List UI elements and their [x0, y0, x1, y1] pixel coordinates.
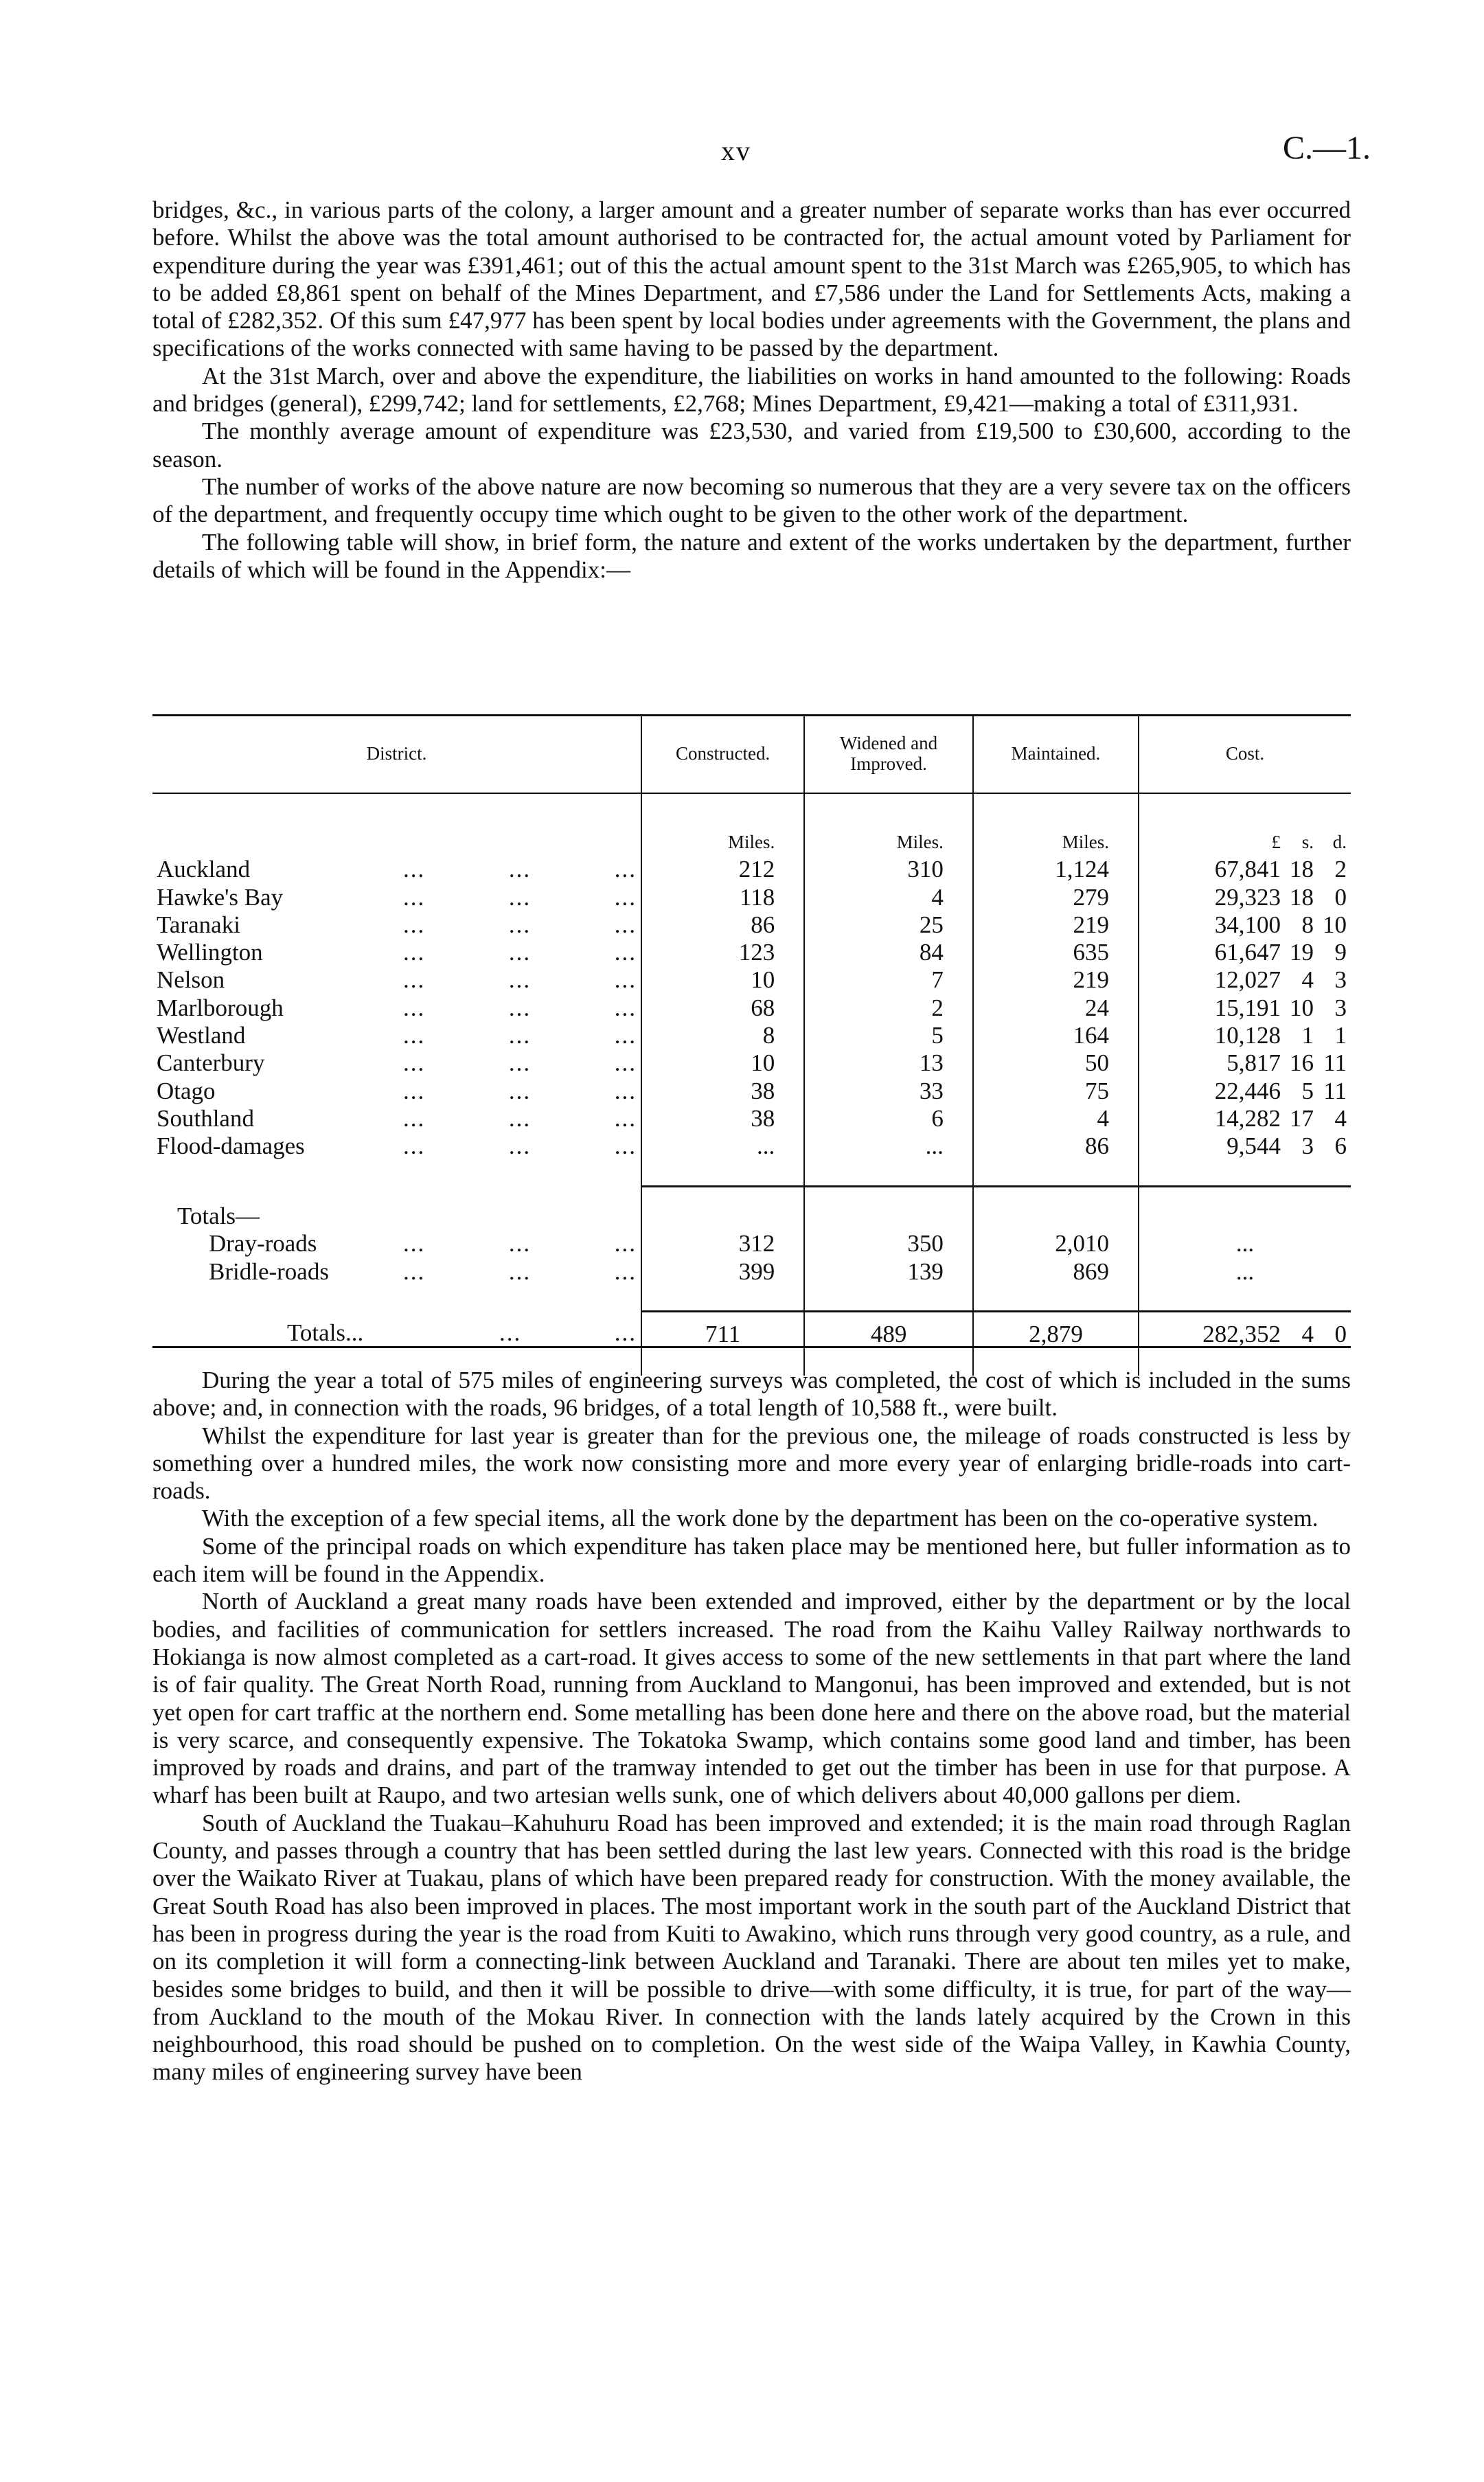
miles-cell: 75 — [973, 1078, 1139, 1105]
miles-cell: 279 — [973, 884, 1139, 911]
miles-cell: 84 — [804, 939, 973, 966]
district-name-wrap — [157, 856, 637, 883]
district-name: Southland — [157, 1104, 254, 1132]
cost-cell — [1139, 884, 1351, 911]
district-name-wrap — [157, 1132, 637, 1160]
unit-pound: £ — [1271, 832, 1281, 852]
leader-dot: ... — [614, 1077, 637, 1104]
leader-dot: ... — [508, 1104, 532, 1132]
miles-cell: 38 — [641, 1105, 804, 1132]
leader-dot: ... — [403, 939, 426, 966]
miles-cell: 4 — [973, 1105, 1139, 1132]
table-row — [152, 1078, 1351, 1105]
table-row — [152, 939, 1351, 966]
leader-dot: ... — [614, 1230, 637, 1257]
sep-cell — [804, 1161, 973, 1187]
district-name-wrap — [157, 1258, 637, 1286]
body-text-bottom — [152, 1367, 1351, 2086]
miles-cell: 164 — [973, 1022, 1139, 1049]
miles-cell: 10 — [641, 966, 804, 994]
district-name: Totals... — [287, 1319, 364, 1347]
leader-dot: ... — [403, 1257, 426, 1285]
sep-cell — [641, 1286, 804, 1312]
header-district: District. — [152, 714, 641, 793]
leader-dots — [403, 1132, 637, 1160]
cost-cell — [1139, 1132, 1351, 1160]
cost-cell — [1139, 1078, 1351, 1105]
cost-pounds: 5,817 — [1226, 1049, 1281, 1077]
leader-dot: ... — [614, 1022, 637, 1049]
leader-dot: ... — [614, 1132, 637, 1160]
leader-dot: ... — [614, 1257, 637, 1285]
leader-dots — [403, 966, 637, 994]
units-row — [152, 793, 1351, 856]
table-row — [152, 1132, 1351, 1160]
leader-dot: ... — [614, 856, 637, 883]
leader-dot: ... — [403, 1230, 426, 1257]
district-cell — [152, 1132, 641, 1160]
totals-label-row — [152, 1186, 1351, 1230]
district-cell — [152, 1230, 641, 1257]
district-name: Wellington — [157, 939, 263, 966]
cost-cell: ... — [1139, 1230, 1351, 1257]
sep-cell — [1139, 1286, 1351, 1312]
cost-value — [1143, 1132, 1347, 1160]
miles-cell: 219 — [973, 966, 1139, 994]
district-name-wrap — [157, 939, 637, 966]
miles-cell: 2,010 — [973, 1230, 1139, 1257]
sep-cell — [1139, 1161, 1351, 1187]
separator-row — [152, 1286, 1351, 1312]
cost-pence: 11 — [1323, 1077, 1347, 1104]
table-row — [152, 994, 1351, 1022]
cost-pence: 3 — [1334, 966, 1347, 994]
cost-shillings: 3 — [1301, 1132, 1314, 1160]
cost-pence: 0 — [1334, 1320, 1347, 1347]
page-header — [0, 130, 1484, 176]
cost-cell — [1139, 911, 1351, 939]
leader-dots — [403, 1049, 637, 1077]
totals-label: Totals— — [177, 1203, 260, 1230]
table-header-row — [152, 714, 1351, 793]
blank-cell — [641, 1186, 804, 1230]
leader-dots — [403, 884, 637, 911]
separator-row — [152, 1161, 1351, 1187]
district-name-wrap — [157, 884, 637, 911]
table-row — [152, 911, 1351, 939]
district-name: Auckland — [157, 856, 251, 883]
units-blank — [152, 793, 641, 856]
leader-dot: ... — [508, 1077, 532, 1104]
cost-pence: 9 — [1334, 939, 1347, 966]
table-row — [152, 884, 1351, 911]
cost-cell — [1139, 1049, 1351, 1077]
district-name: Westland — [157, 1022, 246, 1049]
cost-pence: 10 — [1323, 911, 1347, 938]
paragraph: North of Auckland a great many roads have been extended and improved, either by the department or by the local bodies, and facilities of communication for settlers increased. The road from the Kaihu Valley Railway northwards to Hokianga is now almost completed as a cart-road. It gives access to some of the new settlements in that part where the land is of fair quality. The Great North Road, running from Auckland to Mangonui, has been improved and extended, but is not yet open for cart traffic at the northern end. Some metalling has been done here and there on the above road, but the material is very scarce, and consequently expensive. The Tokatoka Swamp, which contains some good land and timber, has been improved by roads and drains, and part of the tramway intended to get out the timber has been in use for that purpose. A wharf has been built at Raupo, and two artesian wells sunk, one of which delivers about 40,000 gallons per diem. — [152, 1588, 1351, 1809]
miles-cell: 33 — [804, 1078, 973, 1105]
district-name-wrap — [157, 1319, 637, 1347]
sep-cell — [973, 1161, 1139, 1187]
leader-dots — [403, 1258, 637, 1286]
leader-dot: ... — [614, 911, 637, 938]
table-row — [152, 1022, 1351, 1049]
grand-total-row — [152, 1311, 1351, 1376]
cost-shillings: 4 — [1301, 966, 1314, 994]
miles-cell: 86 — [973, 1132, 1139, 1160]
miles-cell: 6 — [804, 1105, 973, 1132]
district-cell — [152, 1078, 641, 1105]
district-cell — [152, 1049, 641, 1077]
leader-dot: ... — [508, 1230, 532, 1257]
header-cost: Cost. — [1139, 714, 1351, 793]
table-row — [152, 856, 1351, 883]
paragraph: bridges, &c., in various parts of the colony, a larger amount and a greater number of separate works than has ever occurred before. Whilst the above was the total amount authorised to be contracted for, the actual amount voted by Parliament for expenditure during the year was £391,461; out of this the actual amount spent to the 31st March was £265,905, to which has to be added £8,861 spent on behalf of the Mines Department, and £7,586 under the Land for Settlements Acts, making a total of £282,352. Of this sum £47,977 has been spent by local bodies under agreements with the Government, the plans and specifications of the works connected with same having to be passed by the department. — [152, 196, 1351, 362]
district-name: Marlborough — [157, 994, 284, 1021]
miles-cell: 869 — [973, 1258, 1139, 1286]
leader-dot: ... — [508, 1257, 532, 1285]
leader-dot: ... — [508, 939, 532, 966]
district-cell — [152, 911, 641, 939]
total-miles-cell: 711 — [641, 1311, 804, 1376]
cost-value — [1143, 1022, 1347, 1049]
leader-dots — [499, 1319, 637, 1347]
miles-cell: 86 — [641, 911, 804, 939]
cost-shillings: 18 — [1290, 883, 1314, 911]
sep-cell — [641, 1161, 804, 1187]
leader-dot: ... — [403, 966, 426, 994]
header-maintained: Maintained. — [973, 714, 1139, 793]
leader-dot: ... — [403, 1132, 426, 1160]
leader-dots — [403, 939, 637, 966]
cost-value — [1143, 966, 1347, 994]
leader-dots — [403, 994, 637, 1022]
district-name: Canterbury — [157, 1049, 265, 1077]
paragraph: With the exception of a few special items, all the work done by the department has been on the co-operative system. — [202, 1505, 1319, 1532]
leader-dot: ... — [499, 1319, 522, 1347]
leader-dot: ... — [508, 966, 532, 994]
district-name: Hawke's Bay — [157, 883, 284, 911]
cost-cell: ... — [1139, 1258, 1351, 1286]
leader-dots — [403, 856, 637, 883]
paragraph: The monthly average amount of expenditure was £23,530, and varied from £19,500 to £30,600, according to the season. — [152, 418, 1351, 473]
leader-dot: ... — [508, 1132, 532, 1160]
cost-cell — [1139, 1022, 1351, 1049]
leader-dot: ... — [508, 1049, 532, 1077]
leader-dot: ... — [614, 883, 637, 911]
district-name: Dray-roads — [209, 1230, 317, 1257]
district-name: Taranaki — [157, 911, 240, 938]
subtotal-row — [152, 1258, 1351, 1286]
units-miles: Miles. — [973, 793, 1139, 856]
district-name: Nelson — [157, 966, 225, 994]
paragraph: Some of the principal roads on which expenditure has taken place may be mentioned here, but fuller information as to each item will be found in the Appendix. — [152, 1532, 1351, 1588]
district-cell — [152, 1105, 641, 1132]
cost-shillings: 8 — [1301, 911, 1314, 938]
blank-cell — [1139, 1186, 1351, 1230]
miles-cell: 25 — [804, 911, 973, 939]
leader-dot: ... — [508, 911, 532, 938]
miles-cell: 5 — [804, 1022, 973, 1049]
unit-shilling: s. — [1301, 832, 1314, 852]
district-name-wrap — [157, 1049, 637, 1077]
district-name-wrap — [157, 1078, 637, 1105]
unit-pence: d. — [1332, 832, 1347, 852]
units-miles: Miles. — [641, 793, 804, 856]
leader-dot: ... — [614, 1319, 637, 1347]
cost-shillings: 5 — [1301, 1077, 1314, 1104]
leader-dot: ... — [614, 1104, 637, 1132]
cost-pounds: 67,841 — [1214, 856, 1281, 883]
leader-dot: ... — [614, 966, 637, 994]
district-name: Bridle-roads — [209, 1257, 329, 1285]
miles-cell: 68 — [641, 994, 804, 1022]
cost-pounds: 282,352 — [1202, 1320, 1281, 1347]
paragraph: The number of works of the above nature are now becoming so numerous that they are a very severe tax on the officers of the department, and frequently occupy time which ought to be given to the other work of the department. — [152, 473, 1351, 528]
leader-dot: ... — [403, 1104, 426, 1132]
units-miles: Miles. — [804, 793, 973, 856]
miles-cell: 8 — [641, 1022, 804, 1049]
miles-cell: 2 — [804, 994, 973, 1022]
paragraph: During the year a total of 575 miles of engineering surveys was completed, the cost of which is included in the sums above; and, in connection with the roads, 96 bridges, of a total length of 10,588 ft., were built. — [152, 1367, 1351, 1422]
leader-dot: ... — [614, 994, 637, 1021]
cost-cell — [1139, 994, 1351, 1022]
sep-blank — [152, 1161, 641, 1187]
cost-shillings: 16 — [1290, 1049, 1314, 1077]
cost-value — [1143, 856, 1347, 883]
leader-dot: ... — [614, 939, 637, 966]
header-widened-label: Widened and Improved. — [840, 733, 938, 774]
total-miles-cell: 489 — [804, 1311, 973, 1376]
cost-pence: 11 — [1323, 1049, 1347, 1077]
paragraph: The following table will show, in brief form, the nature and extent of the works undertaken by the department, further details of which will be found in the Appendix:— — [152, 528, 1351, 583]
district-cell — [152, 1258, 641, 1286]
miles-cell: 219 — [973, 911, 1139, 939]
paragraph: Whilst the expenditure for last year is greater than for the previous one, the mileage of roads constructed is less by something over a hundred miles, the work now consisting more and more every year of enlarging bridle-roads into cart-roads. — [152, 1422, 1351, 1505]
paragraph: At the 31st March, over and above the expenditure, the liabilities on works in hand amounted to the following: Roads and bridges (general), £299,742; land for settlements, £2,768; Mines Department, £9,421—making a total of £311,931. — [152, 362, 1351, 418]
miles-cell: 139 — [804, 1258, 973, 1286]
district-name-wrap — [157, 1230, 637, 1257]
header-widened — [804, 714, 973, 793]
leader-dot: ... — [403, 994, 426, 1021]
units-cost-wrap — [1143, 828, 1347, 856]
district-cell — [152, 884, 641, 911]
cost-value — [1143, 994, 1347, 1022]
leader-dots — [403, 911, 637, 939]
miles-cell: 13 — [804, 1049, 973, 1077]
sep-cell — [973, 1286, 1139, 1312]
leader-dots — [403, 1022, 637, 1049]
table-bottom-rule — [152, 1346, 1351, 1348]
cost-pounds: 10,128 — [1214, 1022, 1281, 1049]
district-cell — [152, 966, 641, 994]
total-miles-cell: 2,879 — [973, 1311, 1139, 1376]
cost-shillings: 18 — [1290, 856, 1314, 883]
document-reference: C.—1. — [1283, 130, 1371, 166]
miles-cell: 1,124 — [973, 856, 1139, 883]
miles-cell: 212 — [641, 856, 804, 883]
cost-cell — [1139, 966, 1351, 994]
miles-cell: 50 — [973, 1049, 1139, 1077]
miles-cell: 7 — [804, 966, 973, 994]
cost-pounds: 61,647 — [1214, 939, 1281, 966]
cost-pounds: 15,191 — [1214, 994, 1281, 1021]
leader-dot: ... — [403, 1049, 426, 1077]
miles-cell: 310 — [804, 856, 973, 883]
cost-pence: 1 — [1334, 1022, 1347, 1049]
cost-cell — [1139, 856, 1351, 883]
cost-shillings: 19 — [1290, 939, 1314, 966]
cost-cell — [1139, 939, 1351, 966]
miles-cell: ... — [804, 1132, 973, 1160]
leader-dot: ... — [403, 1022, 426, 1049]
body-text-top — [152, 196, 1351, 584]
cost-value — [1143, 939, 1347, 966]
units-cost — [1139, 793, 1351, 856]
leader-dot: ... — [403, 911, 426, 938]
leader-dot: ... — [508, 994, 532, 1021]
leader-dots — [403, 1078, 637, 1105]
leader-dot: ... — [403, 856, 426, 883]
blank-cell — [973, 1186, 1139, 1230]
header-constructed: Constructed. — [641, 714, 804, 793]
cost-shillings: 4 — [1301, 1320, 1314, 1347]
miles-cell: 118 — [641, 884, 804, 911]
sep-cell — [804, 1286, 973, 1312]
cost-value — [1143, 1049, 1347, 1077]
paragraph: South of Auckland the Tuakau–Kahuhuru Road has been improved and extended; it is the main road through Raglan County, and passes through a country that has been settled during the last lew years. Connected with this road is the bridge over the Waikato River at Tuakau, plans of which have been prepared ready for construction. With the money available, the Great South Road has also been improved in places. The most important work in the south part of the Auckland District that has been in progress during the year is the road from Kuiti to Awakino, which runs through very good country, as a rule, and on its completion it will form a connecting-link between Auckland and Taranaki. There are about ten miles yet to make, besides some bridges to build, and then it will be possible to drive—with some difficulty, it is true, for part of the way—from Auckland to the mouth of the Mokau River. In connection with the lands lately acquired by the Crown in this neighbourhood, this road should be pushed on to completion. On the west side of the Waipa Valley, in Kawhia County, many miles of engineering survey have been — [152, 1809, 1351, 2086]
cost-pounds: 34,100 — [1214, 911, 1281, 938]
cost-pounds: 9,544 — [1226, 1132, 1281, 1160]
cost-pence: 3 — [1334, 994, 1347, 1021]
table-row — [152, 1105, 1351, 1132]
miles-cell: 123 — [641, 939, 804, 966]
leader-dot: ... — [614, 1049, 637, 1077]
district-name: Flood-damages — [157, 1132, 305, 1160]
miles-cell: 10 — [641, 1049, 804, 1077]
table-row — [152, 966, 1351, 994]
page-number: xv — [721, 135, 751, 166]
blank-cell — [804, 1186, 973, 1230]
cost-pounds: 14,282 — [1214, 1104, 1281, 1132]
subtotal-row — [152, 1230, 1351, 1257]
table-row — [152, 1049, 1351, 1077]
miles-cell: 312 — [641, 1230, 804, 1257]
cost-value — [1143, 1105, 1347, 1132]
miles-cell: 24 — [973, 994, 1139, 1022]
district-name-wrap — [157, 911, 637, 939]
sep-blank — [152, 1286, 641, 1312]
district-cell — [152, 994, 641, 1022]
miles-cell: 635 — [973, 939, 1139, 966]
leader-dots — [403, 1105, 637, 1132]
leader-dot: ... — [508, 883, 532, 911]
cost-pounds: 29,323 — [1214, 883, 1281, 911]
district-name-wrap — [157, 994, 637, 1022]
cost-value — [1143, 1078, 1347, 1105]
cost-value — [1143, 911, 1347, 939]
leader-dot: ... — [403, 883, 426, 911]
cost-value — [1143, 1321, 1347, 1348]
district-cell — [152, 939, 641, 966]
cost-shillings: 1 — [1301, 1022, 1314, 1049]
cost-pence: 6 — [1334, 1132, 1347, 1160]
district-cell — [152, 856, 641, 883]
cost-pounds: 22,446 — [1214, 1077, 1281, 1104]
cost-cell — [1139, 1311, 1351, 1376]
miles-cell: 38 — [641, 1078, 804, 1105]
leader-dot: ... — [403, 1077, 426, 1104]
district-name-wrap — [157, 1105, 637, 1132]
leader-dots — [403, 1230, 637, 1257]
cost-pounds: 12,027 — [1214, 966, 1281, 994]
district-cell — [152, 1022, 641, 1049]
district-name-wrap — [157, 966, 637, 994]
cost-pence: 4 — [1334, 1104, 1347, 1132]
district-name: Otago — [157, 1077, 216, 1104]
works-table — [152, 714, 1351, 1376]
leader-dot: ... — [508, 1022, 532, 1049]
cost-cell — [1139, 1105, 1351, 1132]
cost-shillings: 17 — [1290, 1104, 1314, 1132]
cost-shillings: 10 — [1290, 994, 1314, 1021]
cost-pence: 0 — [1334, 883, 1347, 911]
district-cell — [152, 1311, 641, 1376]
district-name-wrap — [157, 1022, 637, 1049]
miles-cell: 350 — [804, 1230, 973, 1257]
miles-cell: 399 — [641, 1258, 804, 1286]
cost-pence: 2 — [1334, 856, 1347, 883]
cost-value — [1143, 884, 1347, 911]
miles-cell: 4 — [804, 884, 973, 911]
leader-dot: ... — [508, 856, 532, 883]
miles-cell: ... — [641, 1132, 804, 1160]
